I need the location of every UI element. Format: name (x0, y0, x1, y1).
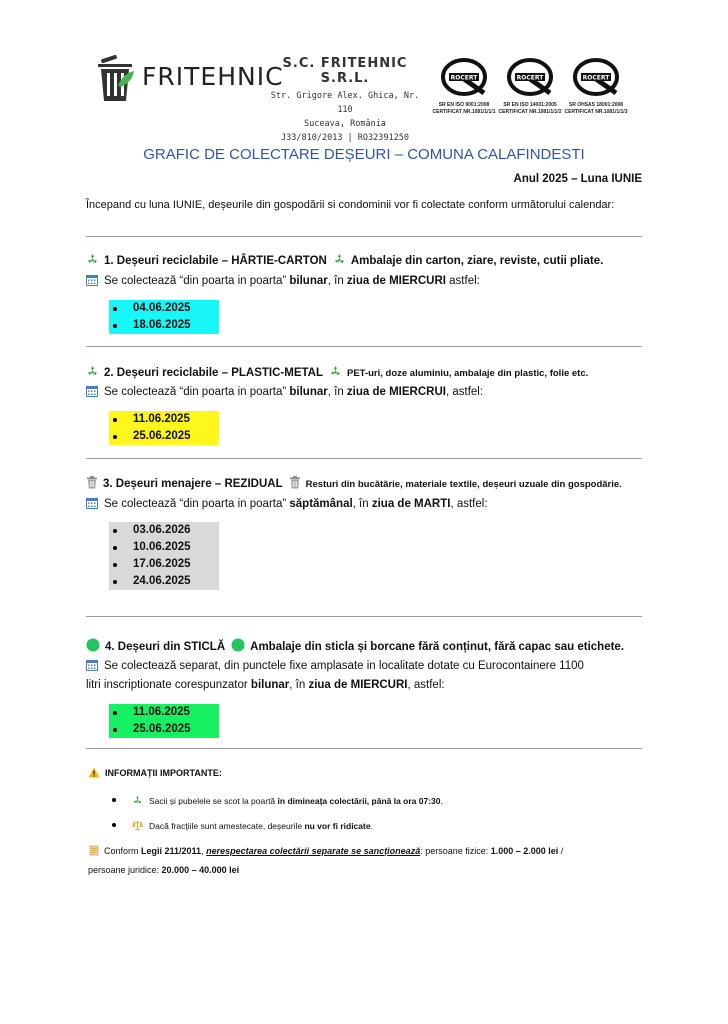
info-text: . (370, 821, 373, 831)
law-text: / (558, 846, 564, 856)
recycle-icon (333, 253, 346, 269)
calendar-icon (86, 385, 98, 400)
law-emphasis: nerespectarea colectării separate se sancționează (206, 846, 421, 856)
section-2-title (86, 365, 588, 381)
calendar-icon (86, 274, 98, 289)
info-text: . (440, 796, 443, 806)
trash-can-icon (289, 476, 301, 492)
collection-day: ziua de MARTI (371, 498, 451, 510)
section-title-text: 2. Deșeuri reciclabile – PLASTIC-METAL (104, 367, 323, 379)
schedule-text: , în (327, 386, 347, 398)
info-text: Dacă fracțiile sunt amestecate, deșeurile (149, 821, 305, 831)
address-line-1: Str. Grigore Alex. Ghica, Nr. 110 (270, 91, 420, 115)
date-item: 03.06.2026 (109, 522, 219, 539)
company-name: S.C. FRITEHNIC S.R.L. (282, 56, 408, 86)
trash-can-icon (86, 476, 98, 492)
section-4-dates (109, 704, 219, 738)
info-heading-text: INFORMAȚII IMPORTANTE: (105, 768, 222, 778)
cert-ohsas18001 (564, 57, 628, 116)
date-item: 10.06.2025 (109, 539, 219, 556)
law-reference: Legii 211/2011 (141, 846, 202, 856)
frequency: bilunar (250, 679, 290, 691)
scroll-icon (88, 845, 100, 862)
cert-logo-text: ROCERT (516, 74, 544, 82)
collection-day: ziua de MIERCRUI (346, 386, 446, 398)
divider (86, 616, 642, 617)
divider (86, 236, 642, 237)
divider (86, 458, 642, 459)
section-title-text: 3. Deșeuri menajere – REZIDUAL (103, 478, 283, 490)
date-item: 04.06.2025 (109, 300, 219, 317)
info-text: Sacii și pubelele se scot la poartă (149, 796, 278, 806)
info-item-2 (112, 820, 373, 833)
collection-day: ziua de MIERCURI (308, 679, 408, 691)
schedule-text: astfel: (445, 275, 480, 287)
year-month: Anul 2025 – Luna IUNIE (513, 173, 642, 185)
warning-icon (88, 767, 100, 780)
frequency: bilunar (289, 275, 328, 287)
recycle-icon (132, 795, 143, 808)
law-text: Conform (104, 846, 142, 856)
date-item: 17.06.2025 (109, 556, 219, 573)
date-item: 25.06.2025 (109, 428, 219, 445)
recycle-icon (86, 253, 99, 269)
section-3-dates (109, 522, 219, 590)
date-item: 25.06.2025 (109, 721, 219, 738)
law-text: , (201, 846, 207, 856)
frequency: săptămânal (289, 498, 353, 510)
schedule-text: , astfel: (450, 498, 488, 510)
bullet (112, 823, 116, 827)
divider (86, 346, 642, 347)
law-text: : persoane fizice: (420, 846, 491, 856)
green-circle-icon (86, 638, 100, 655)
cert-number: CERTIFICAT NR.1081/1/1/2 (498, 109, 562, 115)
recycle-icon (86, 365, 99, 381)
info-text-bold: nu vor fi ridicate (304, 821, 371, 831)
cert-standard: SR OHSAS 18001:2008 (568, 102, 624, 108)
address-line-2: Suceava, România (304, 119, 386, 129)
cert-number: CERTIFICAT NR.1081/1/1/1 (432, 109, 496, 115)
date-item: 11.06.2025 (109, 411, 219, 428)
registration-number: J33/810/2013 | RO32391250 (281, 133, 409, 143)
schedule-text: , în (327, 275, 347, 287)
section-title-text: 1. Deșeuri reciclabile – HÂRTIE-CARTON (104, 255, 327, 267)
section-2-schedule (86, 385, 483, 400)
section-1-dates (109, 300, 219, 334)
law-notice (88, 843, 648, 879)
section-3-schedule (86, 497, 488, 512)
info-heading (88, 767, 222, 780)
info-text-bold: în dimineața colectării, până la ora 07:30 (277, 796, 441, 806)
cert-logo-text: ROCERT (450, 74, 478, 82)
section-1-title (86, 253, 603, 269)
cert-standard: SR EN ISO 14001:2005 (503, 102, 557, 108)
schedule-text: , astfel: (445, 386, 484, 398)
scale-icon (132, 820, 143, 833)
cert-iso9001 (432, 57, 496, 116)
section-description: PET-uri, doze aluminiu, ambalaje din plastic, folie etc. (347, 368, 589, 379)
section-1-schedule (86, 274, 480, 289)
frequency: bilunar (289, 386, 328, 398)
section-3-title (86, 476, 622, 492)
schedule-text: Se colectează “din poarta in poarta” (104, 498, 290, 510)
company-info (270, 56, 420, 145)
schedule-text: litri inscriptionate corespunzator (86, 679, 251, 691)
page-title: GRAFIC DE COLECTARE DEȘEURI – COMUNA CALAFINDESTI (143, 146, 585, 163)
section-2-dates (109, 411, 219, 445)
green-circle-icon (231, 638, 245, 655)
schedule-text: , astfel: (407, 679, 445, 691)
schedule-text: , în (352, 498, 372, 510)
rocert-logo-icon (505, 57, 555, 97)
collection-day: ziua de MIERCURI (346, 275, 446, 287)
section-4-schedule-line-2 (86, 679, 445, 691)
trash-bin-logo-icon (96, 55, 140, 105)
rocert-logo-icon (571, 57, 621, 97)
intro-text: Începand cu luna IUNIE, deșeurile din gospodării si condominii vor fi colectate conform următorului calendar: (86, 199, 615, 211)
logo-text: FRITEHNIC (142, 62, 284, 91)
calendar-icon (86, 497, 98, 512)
date-item: 18.06.2025 (109, 317, 219, 334)
cert-iso14001 (498, 57, 562, 116)
cert-logo-text: ROCERT (582, 74, 610, 82)
law-text: persoane juridice: (88, 865, 162, 875)
cert-standard: SR EN ISO 9001:2008 (438, 102, 490, 108)
divider (86, 748, 642, 749)
section-description: Ambalaje din sticla și borcane fără conținut, fără capac sau etichete. (250, 641, 625, 653)
section-4-schedule-line-1 (86, 659, 584, 674)
section-4-title (86, 638, 624, 655)
date-item: 11.06.2025 (109, 704, 219, 721)
schedule-text: Se colectează “din poarta in poarta” (104, 386, 290, 398)
recycle-icon (329, 365, 342, 381)
info-item-1 (112, 795, 443, 808)
section-description: Resturi din bucătărie, materiale textile, deșeuri uzuale din gospodărie. (305, 479, 622, 490)
schedule-text: Se colectează separat, din punctele fixe amplasate in localitate dotate cu Eurocontainere 1100 (104, 660, 584, 672)
section-title-text: 4. Deșeuri din STICLĂ (105, 641, 226, 653)
date-item: 24.06.2025 (109, 573, 219, 590)
schedule-text: , în (289, 679, 309, 691)
bullet (112, 798, 116, 802)
schedule-text: Se colectează “din poarta in poarta” (104, 275, 290, 287)
calendar-icon (86, 659, 98, 674)
fine-companies: 20.000 – 40.000 lei (161, 865, 240, 875)
cert-number: CERTIFICAT NR.1081/1/1/3 (564, 109, 628, 115)
section-description: Ambalaje din carton, ziare, reviste, cutii pliate. (350, 255, 604, 267)
fine-individuals: 1.000 – 2.000 lei (490, 846, 559, 856)
rocert-logo-icon (439, 57, 489, 97)
